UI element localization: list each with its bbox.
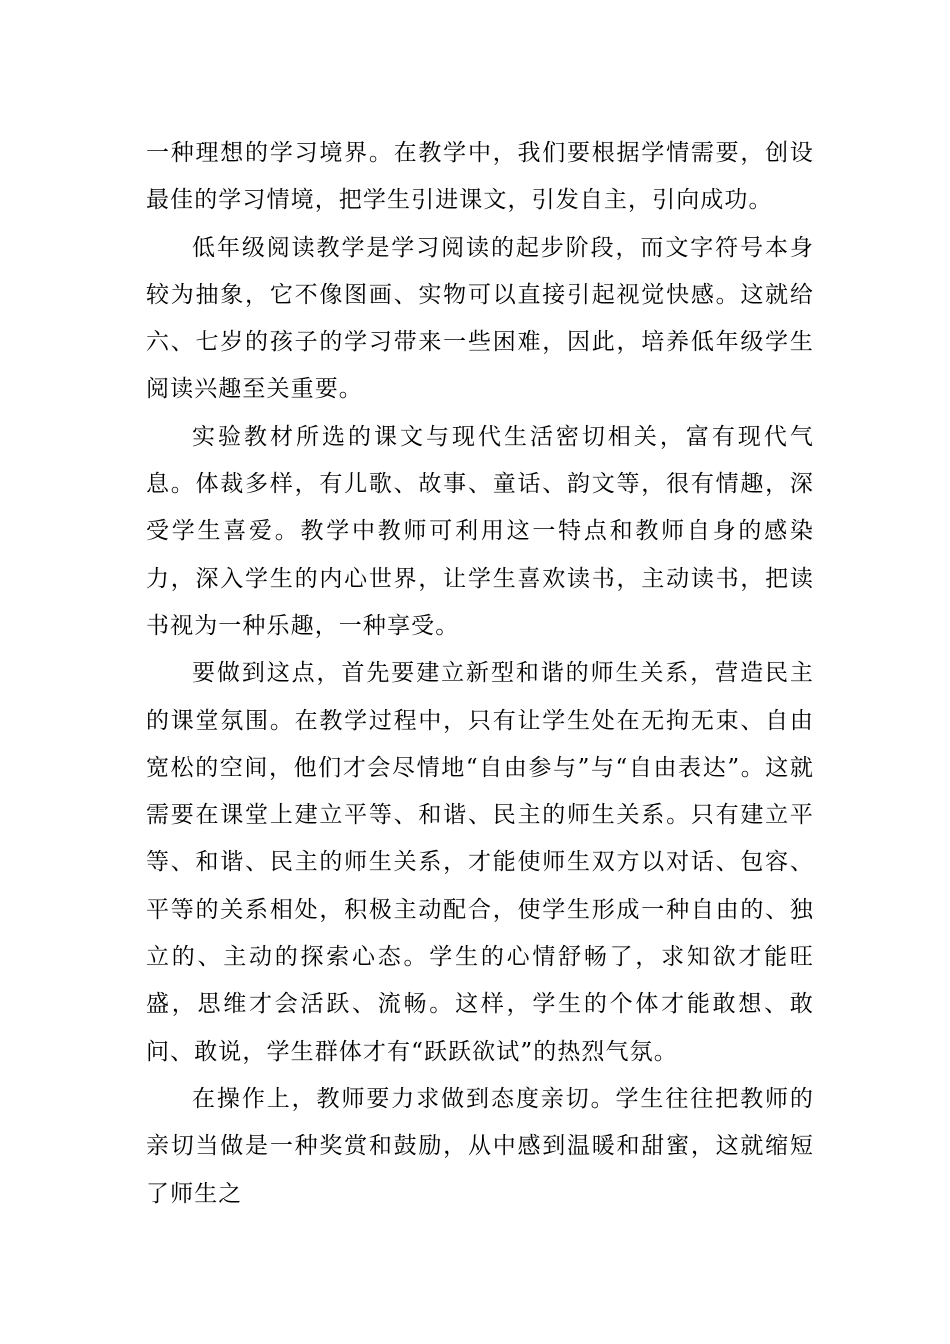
document-body (146, 130, 814, 1218)
paragraph-textbook-features: 实验教材所选的课文与现代生活密切相关，富有现代气息。体裁多样，有儿歌、故事、童话、韵文等，很有情趣，深受学生喜爱。教学中教师可利用这一特点和教师自身的感染力，深入学生的内心世界，让学生喜欢读书，主动读书，把读书视为一种乐趣，一种享受。 (146, 423, 814, 639)
paragraph-continued: 一种理想的学习境界。在教学中，我们要根据学情需要，创设最佳的学习情境，把学生引进课文，引发自主，引向成功。 (146, 140, 814, 214)
paragraph-reading-interest: 低年级阅读教学是学习阅读的起步阶段，而文字符号本身较为抽象，它不像图画、实物可以直接引起视觉快感。这就给六、七岁的孩子的学习带来一些困难，因此，培养低年级学生阅读兴趣至关重要。 (146, 234, 814, 403)
paragraph-teacher-attitude: 在操作上，教师要力求做到态度亲切。学生往往把教师的亲切当做是一种奖赏和鼓励，从中感到温暖和甜蜜，这就缩短了师生之 (146, 1085, 814, 1207)
paragraph-teacher-student-relationship: 要做到这点，首先要建立新型和谐的师生关系，营造民主的课堂氛围。在教学过程中，只有让学生处在无拘无束、自由宽松的空间，他们才会尽情地“自由参与”与“自由表达”。这就需要在课堂上建立平等、和谐、民主的师生关系。只有建立平等、和谐、民主的师生关系，才能使师生双方以对话、包容、平等的关系相处，积极主动配合，使学生形成一种自由的、独立的、主动的探索心态。学生的心情舒畅了，求知欲才能旺盛，思维才会活跃、流畅。这样，学生的个体才能敢想、敢问、敢说，学生群体才有“跃跃欲试”的热烈气氛。 (146, 660, 814, 1065)
